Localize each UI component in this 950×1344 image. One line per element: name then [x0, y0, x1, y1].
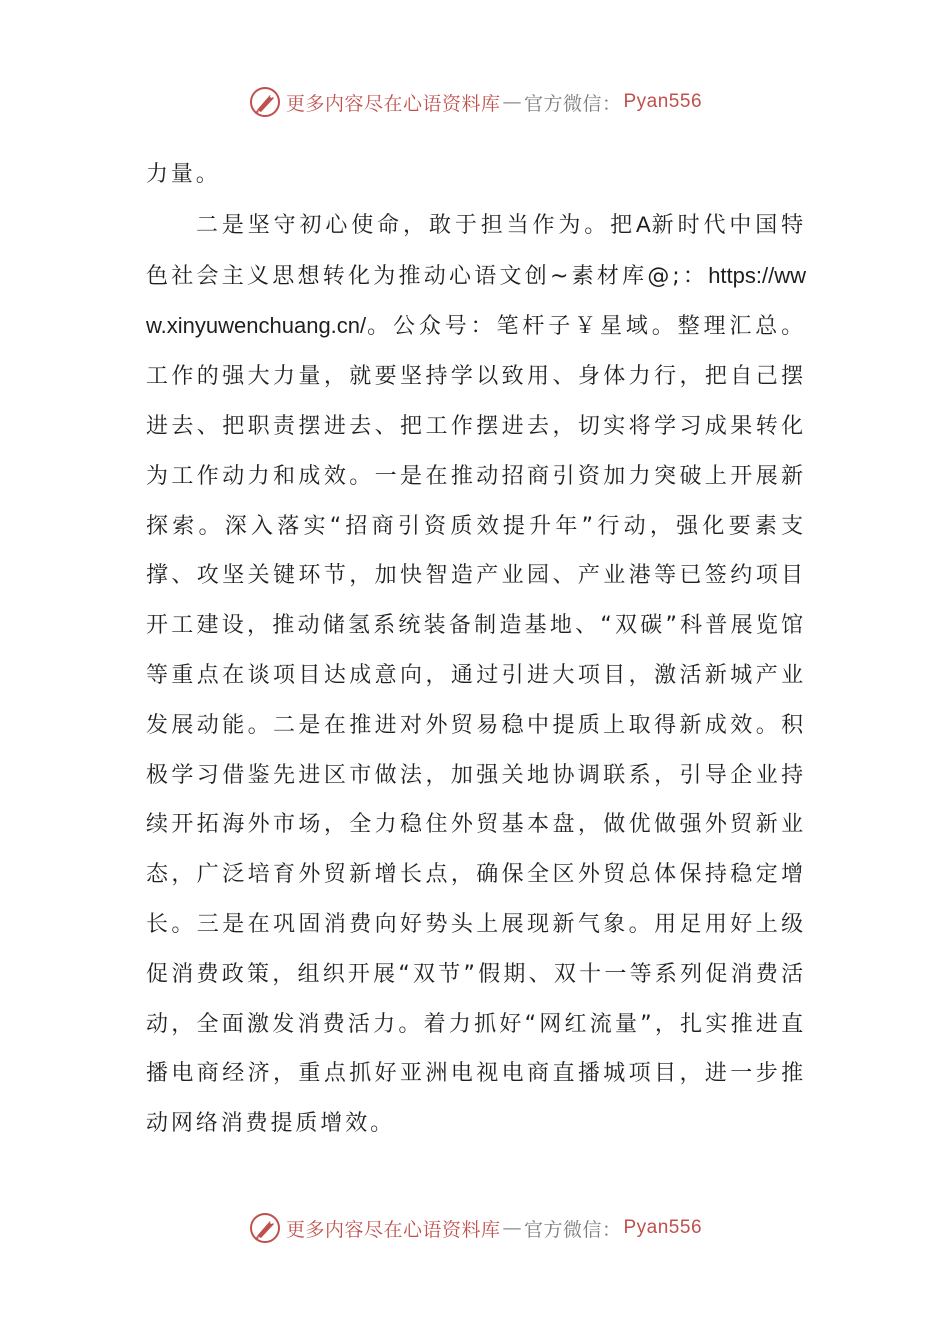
watermark-separator: — [502, 91, 522, 113]
paragraph-main [146, 200, 806, 1149]
paragraph-2-url: https://www.xinyuwenchuang.cn/ [146, 262, 806, 339]
watermark-wechat-label: 官方微信： [523, 92, 622, 115]
watermark-wechat-label: 官方微信： [523, 1218, 622, 1241]
paragraph-continuation [146, 150, 806, 200]
paragraph-1-text: 力量。 [146, 162, 221, 187]
paragraph-2-part-d: 。公众号：笔杆子￥星域。整理汇总。工作的强大力量，就要坚持学以致用、身体力行，把自己摆进去、把职责摆进去、把工作摆进去，切实将学习成果转化为工作动力和成效。一是在推动招商引资加力突破上开展新探索。深入落实“招商引资质效提升年”行动，强化要素支撑、攻坚关键环节，加快智造产业园、产业港等已签约项目开工建设，推动储氢系统装备制造基地、“双碳”科普展览馆等重点在谈项目达成意向，通过引进大项目，激活新城产业发展动能。二是在推进对外贸易稳中提质上取得新成效。积极学习借鉴先进区市做法，加强关地协调联系，引导企业持续开拓海外市场，全力稳住外贸基本盘，做优做强外贸新业态，广泛培育外贸新增长点，确保全区外贸总体保持稳定增长。三是在巩固消费向好势头上展现新气象。用足用好上级促消费政策，组织开展“双节”假期、双十一等系列促消费活动，全面激发消费活力。着力抓好“网红流量”，扎实推进直播电商经济，重点抓好亚洲电视电商直播城项目，进一步推动网络消费提质增效。 [146, 314, 806, 1137]
watermark-wechat-id: Pyan556 [623, 1217, 703, 1238]
paragraph-2-letter: A [636, 211, 651, 237]
watermark-wechat-id: Pyan556 [623, 91, 703, 112]
paragraph-2-part-c: 新时代中国特色社会主义思想转化为推动心语文创~素材库@;： [146, 212, 806, 289]
watermark-separator: — [502, 1217, 522, 1239]
paragraph-2-part-a: 二是坚守初心使命，敢于担当作为。把 [196, 212, 637, 238]
watermark-main-text: 更多内容尽在心语资料库 [285, 92, 501, 115]
document-body [146, 150, 806, 1149]
pen-nib-logo-icon [248, 85, 282, 119]
footer-watermark [0, 1208, 950, 1248]
watermark-main-text: 更多内容尽在心语资料库 [285, 1218, 501, 1241]
header-watermark [0, 82, 950, 122]
pen-nib-logo-icon [248, 1211, 282, 1245]
